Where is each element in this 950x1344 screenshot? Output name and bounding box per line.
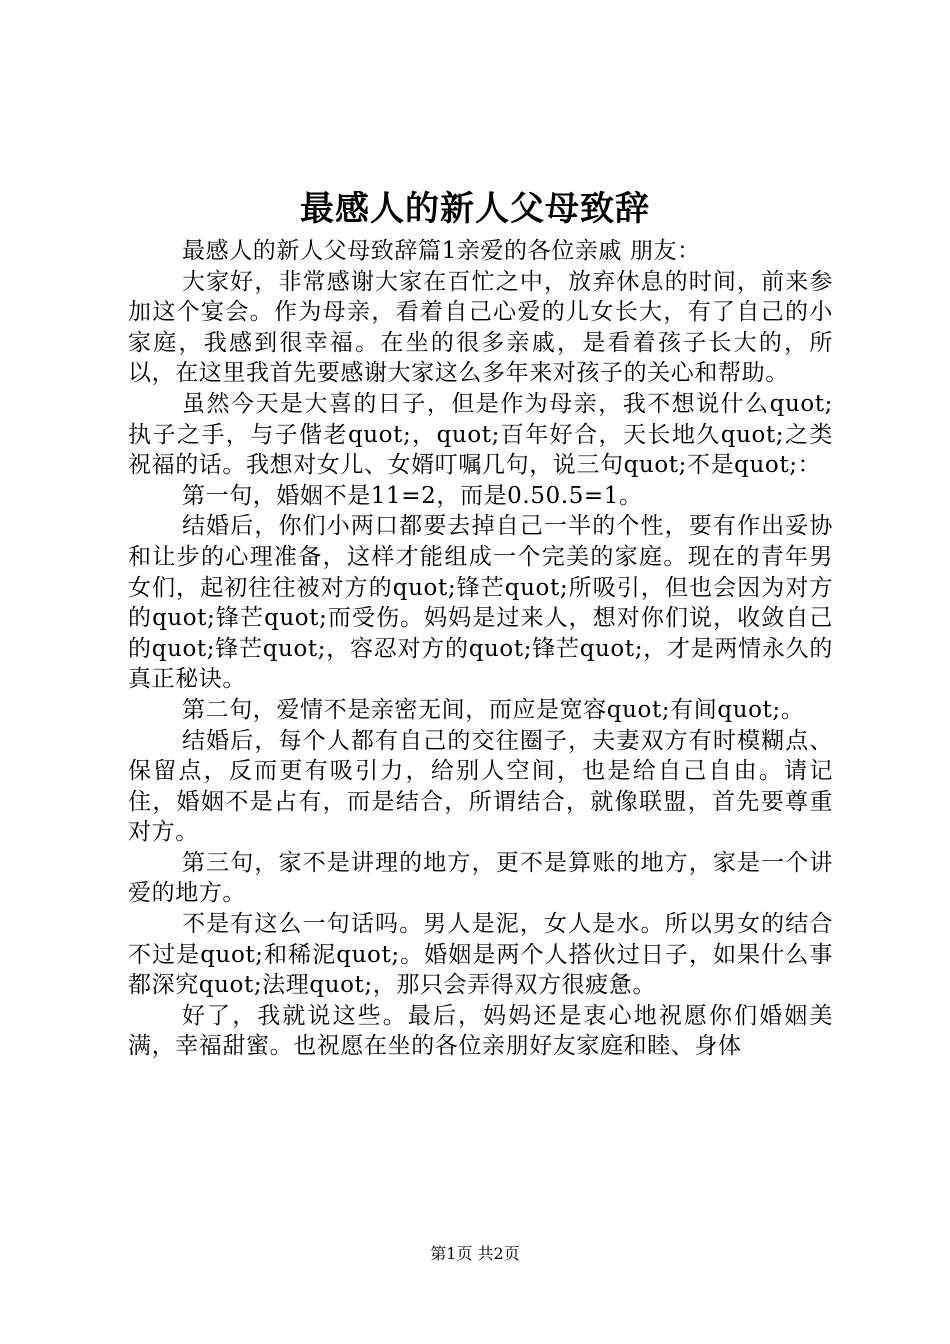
- paragraph: 大家好，非常感谢大家在百忙之中，放弃休息的时间，前来参加这个宴会。作为母亲，看着自己心爱的儿女长大，有了自己的小家庭，我感到很幸福。在坐的很多亲戚，是看着孩子长大的，所以，在这里我首先要感谢大家这么多年来对孩子的关心和帮助。: [128, 268, 833, 387]
- paragraph: 结婚后，你们小两口都要去掉自己一半的个性，要有作出妥协和让步的心理准备，这样才能组成一个完美的家庭。现在的青年男女们，起初往往被对方的quot;锋芒quot;所吸引，但也会因为对方的quot;锋芒quot;而受伤。妈妈是过来人，想对你们说，收敛自己的quot;锋芒quot;，容忍对方的quot;锋芒quot;，才是两情永久的真正秘诀。: [128, 513, 833, 693]
- paragraph: 最感人的新人父母致辞篇1亲爱的各位亲戚 朋友：: [182, 238, 701, 264]
- document-body: [128, 236, 833, 1062]
- paragraph: 好了，我就说这些。最后，妈妈还是衷心地祝愿你们婚姻美满，幸福甜蜜。也祝愿在坐的各位亲朋好友家庭和睦、身体: [128, 1002, 833, 1060]
- page-footer: 第1页 共2页: [430, 1244, 520, 1263]
- paragraph: 第三句，家不是讲理的地方，更不是算账的地方，家是一个讲爱的地方。: [128, 849, 833, 907]
- paragraph: 虽然今天是大喜的日子，但是作为母亲，我不想说什么quot;执子之手，与子偕老quot;，quot;百年好合，天长地久quot;之类祝福的话。我想对女儿、女婿叮嘱几句，说三句quot;不是quot;：: [128, 390, 833, 479]
- paragraph: 不是有这么一句话吗。男人是泥，女人是水。所以男女的结合不过是quot;和稀泥quot;。婚姻是两个人搭伙过日子，如果什么事都深究quot;法理quot;，那只会弄得双方很疲惫。: [128, 911, 833, 999]
- paragraph: 第二句，爱情不是亲密无间，而应是宽容quot;有间quot;。: [182, 696, 805, 723]
- paragraph: 第一句，婚姻不是11=2，而是0.50.5=1。: [182, 482, 643, 509]
- paragraph: 结婚后，每个人都有自己的交往圈子，夫妻双方有时模糊点、保留点，反而更有吸引力，给别人空间，也是给自己自由。请记住，婚姻不是占有，而是结合，所谓结合，就像联盟，首先要尊重对方。: [128, 727, 833, 846]
- document-title: 最感人的新人父母致辞: [300, 189, 650, 229]
